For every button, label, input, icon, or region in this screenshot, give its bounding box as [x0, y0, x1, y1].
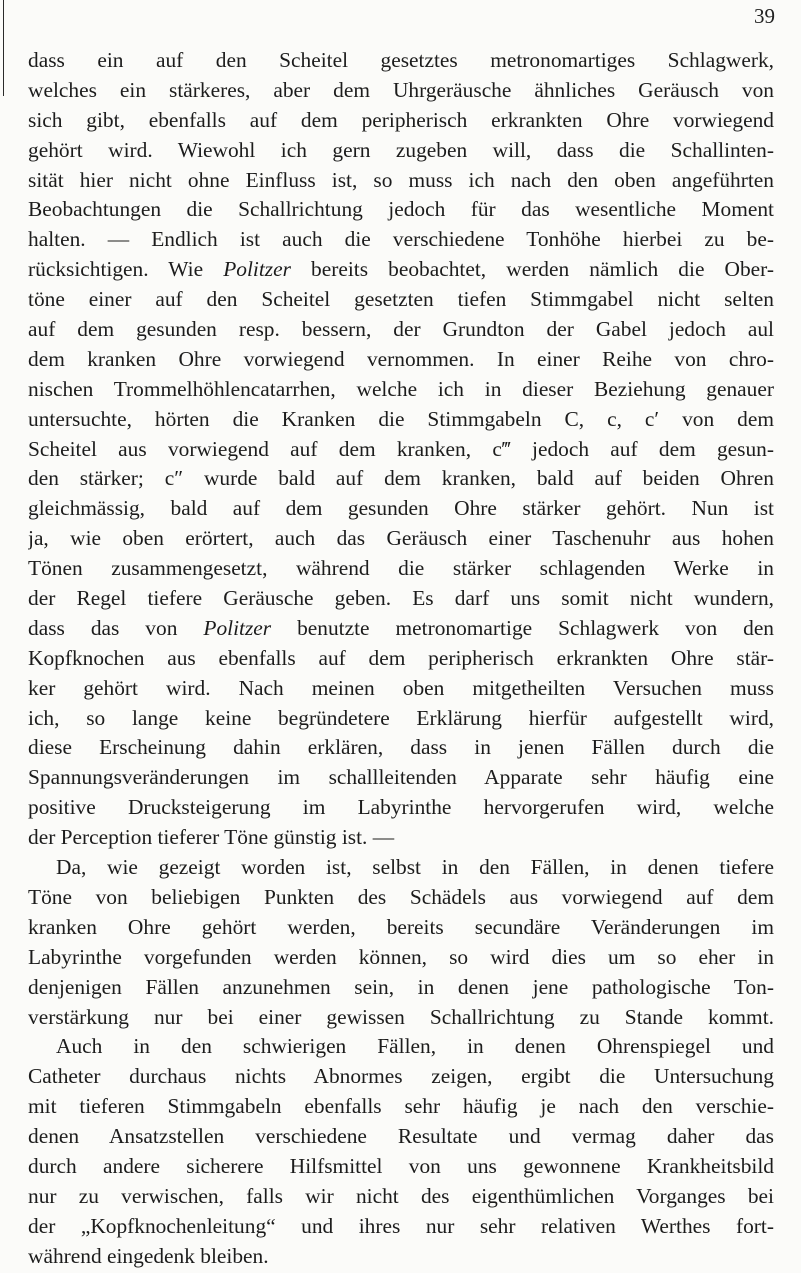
author-name-politzer: Politzer [203, 615, 272, 640]
text-line: auf dem gesunden resp. bessern, der Grundton der Gabel jedoch aul [28, 317, 774, 342]
page-edge-rule [3, 0, 4, 96]
text-line: Da, wie gezeigt worden ist, selbst in den Fällen, in denen tiefere [56, 855, 774, 880]
text-line: sität hier nicht ohne Einfluss ist, so muss ich nach den oben angeführten [28, 167, 774, 192]
text-line: diese Erscheinung dahin erklären, dass in jenen Fällen durch die [28, 735, 774, 760]
text-line: verstärkung nur bei einer gewissen Schallrichtung zu Stande kommt. [28, 1004, 774, 1029]
text-line: denen Ansatzstellen verschiedene Resultate und vermag daher das [28, 1124, 774, 1149]
text-line: töne einer auf den Scheitel gesetzten tiefen Stimmgabel nicht selten [28, 287, 774, 312]
text-line: Scheitel aus vorwiegend auf dem kranken, c‴ jedoch auf dem gesun- [28, 436, 774, 461]
body-text [28, 46, 774, 1272]
author-name-politzer: Politzer [223, 257, 291, 282]
text-line: sich gibt, ebenfalls auf dem peripherisch erkrankten Ohre vorwiegend [28, 107, 774, 132]
text-line: mit tieferen Stimmgabeln ebenfalls sehr häufig je nach den verschie- [28, 1094, 774, 1119]
text-line: Catheter durchaus nichts Abnormes zeigen, ergibt die Untersuchung [28, 1064, 774, 1089]
text-line: den stärker; c″ wurde bald auf dem kranken, bald auf beiden Ohren [28, 466, 774, 491]
text-line: kranken Ohre gehört werden, bereits secundäre Veränderungen im [28, 914, 774, 939]
text-line: denjenigen Fällen anzunehmen sein, in denen jene pathologische Ton- [28, 974, 774, 999]
page-number: 39 [754, 4, 775, 28]
text-line: Tönen zusammengesetzt, während die stärker schlagenden Werke in [28, 556, 774, 581]
text-line: welches ein stärkeres, aber dem Uhrgeräusche ähnliches Geräusch von [28, 77, 774, 102]
text-line: nischen Trommelhöhlencatarrhen, welche ich in dieser Beziehung genauer [28, 376, 774, 401]
text-line: der Perception tieferer Töne günstig ist. — [28, 825, 395, 850]
text-line: gehört wird. Wiewohl ich gern zugeben will, dass die Schallinten- [28, 137, 774, 162]
text-line: Auch in den schwierigen Fällen, in denen Ohrenspiegel und [56, 1034, 774, 1059]
text-line: Beobachtungen die Schallrichtung jedoch für das wesentliche Moment [28, 197, 774, 222]
text-line: gleichmässig, bald auf dem gesunden Ohre stärker gehört. Nun ist [28, 496, 774, 521]
text-line: Labyrinthe vorgefunden werden können, so wird dies um so eher in [28, 944, 774, 969]
text-line: ich, so lange keine begründetere Erklärung hierfür aufgestellt wird, [28, 705, 774, 730]
text-line: positive Drucksteigerung im Labyrinthe hervorgerufen wird, welche [28, 795, 774, 820]
text-line: während eingedenk bleiben. [28, 1243, 269, 1268]
text-line: Spannungsveränderungen im schallleitenden Apparate sehr häufig eine [28, 765, 774, 790]
text-line: der Regel tiefere Geräusche geben. Es darf uns somit nicht wundern, [28, 586, 774, 611]
text-line: der „Kopfknochenleitung“ und ihres nur sehr relativen Werthes fort- [28, 1213, 774, 1238]
text-line: dem kranken Ohre vorwiegend vernommen. In einer Reihe von chro- [28, 346, 774, 371]
text-line: ker gehört wird. Nach meinen oben mitgetheilten Versuchen muss [28, 675, 774, 700]
text-line: dass ein auf den Scheitel gesetztes metronomartiges Schlagwerk, [28, 48, 774, 72]
text-line: untersuchte, hörten die Kranken die Stimmgabeln C, c, c′ von dem [28, 406, 774, 431]
text-line: Kopfknochen aus ebenfalls auf dem peripherisch erkrankten Ohre stär- [28, 645, 774, 670]
text-line: ja, wie oben erörtert, auch das Geräusch einer Taschenuhr aus hohen [28, 526, 774, 551]
text-line: dass das von Politzer benutzte metronomartige Schlagwerk von den [28, 615, 774, 640]
text-line: rücksichtigen. Wie Politzer bereits beobachtet, werden nämlich die Ober- [28, 257, 774, 282]
text-line: durch andere sicherere Hilfsmittel von uns gewonnene Krankheitsbild [28, 1153, 774, 1178]
text-line: nur zu verwischen, falls wir nicht des eigenthümlichen Vorganges bei [28, 1183, 774, 1208]
text-line: Töne von beliebigen Punkten des Schädels aus vorwiegend auf dem [28, 884, 774, 909]
text-line: halten. — Endlich ist auch die verschiedene Tonhöhe hierbei zu be- [28, 227, 774, 252]
